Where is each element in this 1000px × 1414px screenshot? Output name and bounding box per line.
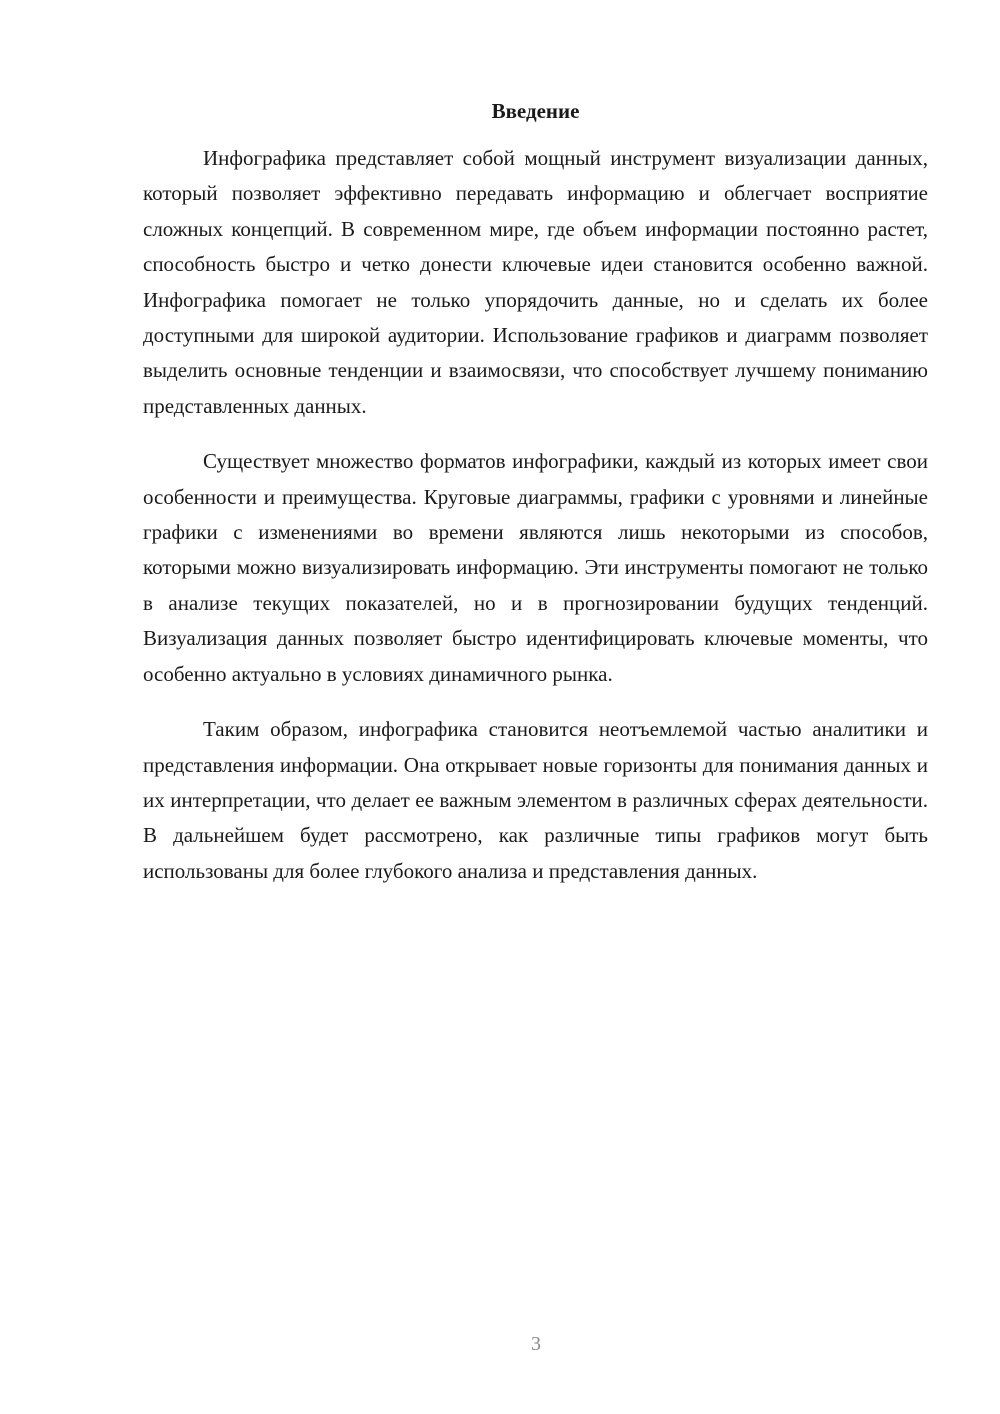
paragraph-2: Существует множество форматов инфографики, каждый из которых имеет свои особенности и преимущества. Круговые диаграммы, графики с уровнями и линейные графики с изменениями во времени являются лишь некоторыми из способов, которыми можно визуализировать информацию. Эти инструменты помогают не только в анализе текущих показателей, но и в прогнозировании будущих тенденций. Визуализация данных позволяет быстро идентифицировать ключевые моменты, что особенно актуально в условиях динамичного рынка. [143, 449, 928, 686]
paragraph-3: Таким образом, инфографика становится неотъемлемой частью аналитики и представления информации. Она открывает новые горизонты для понимания данных и их интерпретации, что делает ее важным элементом в различных сферах деятельности. В дальнейшем будет рассмотрено, как различные типы графиков могут быть использованы для более глубокого анализа и представления данных. [143, 717, 928, 883]
page-number: 3 [531, 1333, 541, 1355]
page-content [143, 95, 928, 909]
paragraph-1: Инфографика представляет собой мощный инструмент визуализации данных, который позволяет эффективно передавать информацию и облегчает восприятие сложных концепций. В современном мире, где объем информации постоянно растет, способность быстро и четко донести ключевые идеи становится особенно важной. Инфографика помогает не только упорядочить данные, но и сделать их более доступными для широкой аудитории. Использование графиков и диаграмм позволяет выделить основные тенденции и взаимосвязи, что способствует лучшему пониманию представленных данных. [143, 146, 928, 418]
section-heading: Введение [491, 99, 580, 123]
